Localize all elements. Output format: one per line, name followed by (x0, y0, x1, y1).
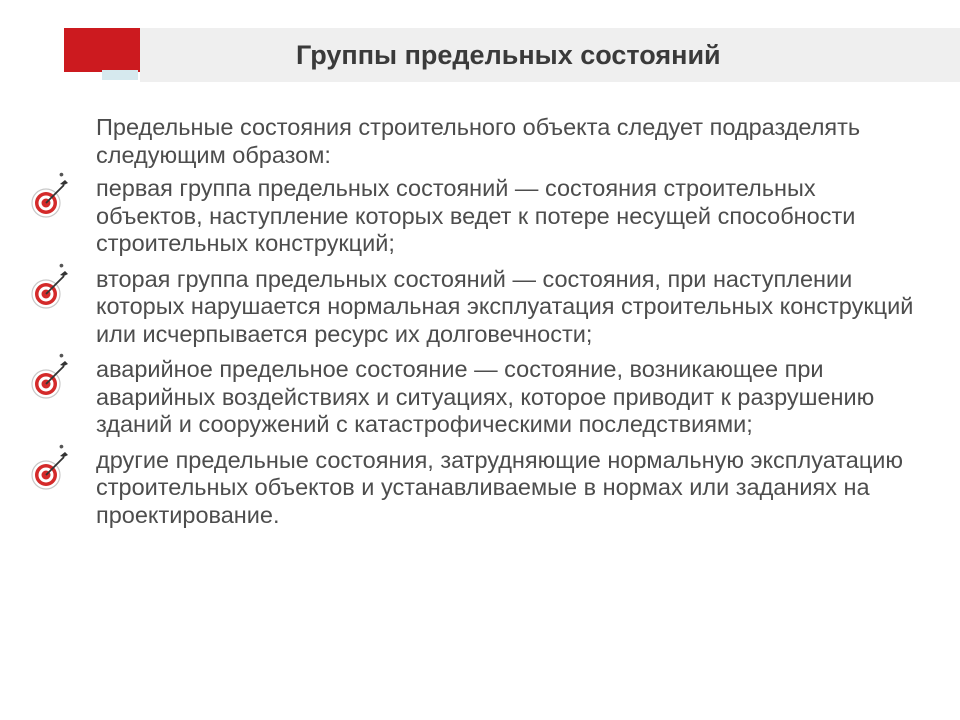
list-item-text: первая группа предельных состояний — состояния строительных объектов, наступление которых ведет к потере несущей способности строительных конструкций; (96, 175, 856, 256)
list-item (59, 166, 926, 258)
list-item (59, 256, 926, 349)
target-dart-icon (30, 179, 70, 219)
target-dart-icon (30, 451, 70, 491)
slide-content (59, 114, 926, 537)
target-dart-icon (30, 360, 70, 400)
target-dart-icon (30, 270, 70, 310)
title-accent-teal-block (102, 70, 138, 80)
list-item-text: вторая группа предельных состояний — состояния, при наступлении которых нарушается нормальная эксплуатация строительных конструкций или исчерпывается ресурс их долговечности; (96, 265, 914, 347)
intro-paragraph: Предельные состояния строительного объекта следует подразделять следующим образом: (96, 114, 861, 168)
bullet-dot-icon: • (59, 347, 64, 363)
list-item (59, 347, 926, 439)
slide-title: Группы предельных состояний (296, 40, 721, 70)
list-item-text: аварийное предельное состояние — состояние, возникающее при аварийных воздействиях и ситуациях, которое приводит к разрушению зданий и сооружений с катастрофическими последствиями; (96, 356, 875, 437)
list-item (59, 437, 926, 530)
list-item-text: другие предельные состояния, затрудняющие нормальную эксплуатацию строительных объектов и устанавливаемые в нормах или заданиях на проектирование. (96, 446, 904, 528)
bullet-dot-icon: • (59, 166, 64, 182)
title-accent-red-block (64, 28, 140, 72)
bullet-dot-icon: • (59, 437, 64, 454)
bullet-dot-icon: • (59, 256, 64, 273)
